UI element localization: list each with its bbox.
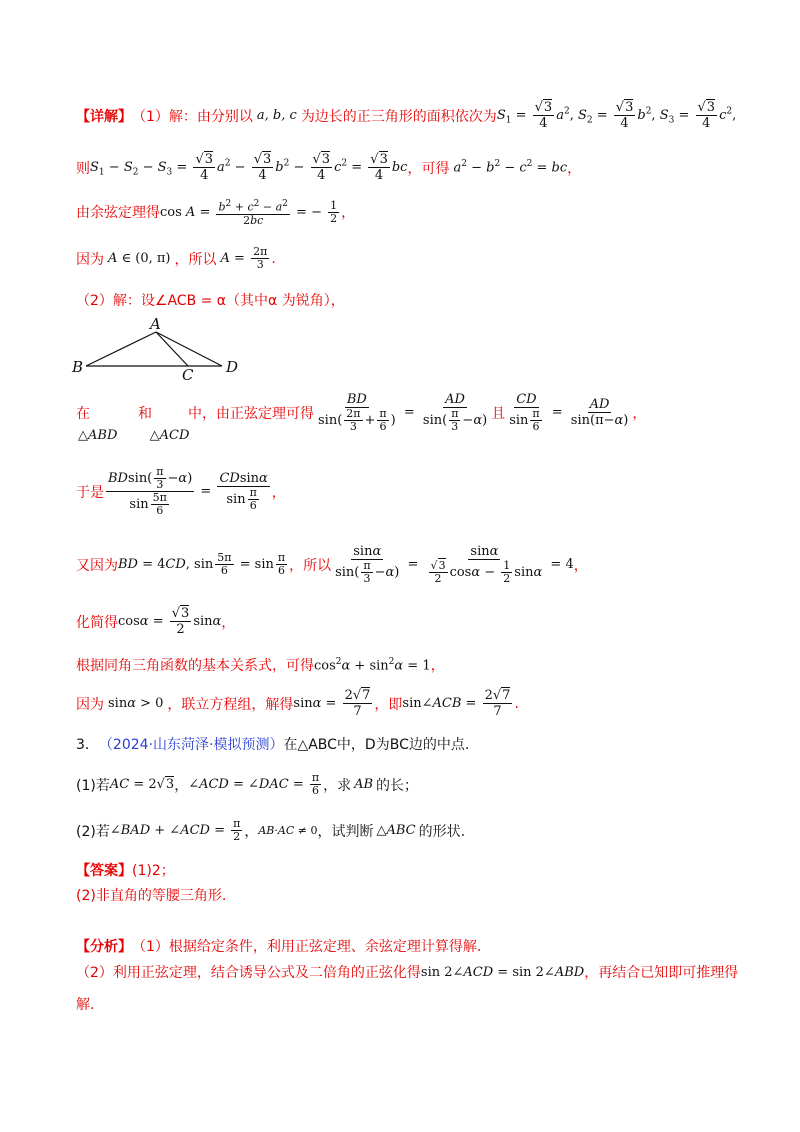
text: 又因为 bbox=[76, 557, 118, 574]
analysis-text: （1）根据给定条件，利用正弦定理、余弦定理计算得解. bbox=[132, 939, 482, 955]
text: (1)若 bbox=[76, 777, 110, 794]
triangle-labels bbox=[78, 428, 189, 443]
analysis-line-3 bbox=[76, 994, 94, 1014]
math-identity: $\cos^2\alpha + \sin^2\alpha = 1$ bbox=[314, 656, 431, 674]
text: 于是 bbox=[76, 484, 104, 501]
text: 因为 bbox=[76, 251, 104, 268]
math-equality: BDsin( $\frac{\pi}{3}$ −α) sin $\frac{5\pi}{6}$ = CDsinα sin $\frac{\pi}{6}$ bbox=[108, 465, 268, 517]
question-text: 在△ABC中，D为BC边的中点. bbox=[283, 737, 470, 753]
text: 和 bbox=[138, 405, 152, 422]
detail-line-2 bbox=[76, 152, 581, 183]
detail-line-8 bbox=[76, 544, 588, 585]
text: ， bbox=[567, 160, 582, 177]
detail-line-4 bbox=[76, 246, 276, 271]
text: ，求 bbox=[323, 777, 352, 794]
detail-line-3 bbox=[76, 198, 355, 227]
answer-line-1 bbox=[76, 860, 175, 880]
analysis-text: 解. bbox=[76, 997, 95, 1013]
math-sine-law-2: CD sin $\frac{\pi}{6}$ = $\frac{AD}{\sin(\pi-\alpha)}$ bbox=[509, 392, 629, 433]
text: 的形状. bbox=[418, 823, 466, 840]
math-solution: sinα = $\frac{2√7}{7}$ bbox=[293, 688, 371, 719]
detail-line-6 bbox=[76, 392, 646, 433]
text: . bbox=[514, 695, 519, 712]
text: ，所以 bbox=[174, 251, 217, 268]
answer-tag: 【答案】 bbox=[76, 863, 132, 879]
text: ， bbox=[430, 658, 445, 674]
math-vars: a, b, c bbox=[256, 108, 297, 123]
text: 在 bbox=[76, 405, 90, 422]
math-area-formulas: $S_1$ = $\frac{√3}{4}$ $a^2$, $S_2$ = $\frac{√3}{4}$ $b^2$, $S_3$ = $\frac{√3}{4}$ $c^2$, bbox=[496, 100, 737, 131]
label-C: C bbox=[182, 366, 194, 382]
math-final: sin∠ACB = $\frac{2√7}{7}$ bbox=[402, 688, 511, 719]
math-angle-sum: ∠BAD + ∠ACD = $\frac{\pi}{2}$ bbox=[109, 817, 241, 843]
label-B: B bbox=[72, 358, 84, 376]
label-D: D bbox=[226, 358, 239, 376]
detail-text: （1）解：由分别以 bbox=[132, 108, 253, 125]
question-source: （2024·山东菏泽·模拟预测） bbox=[98, 737, 284, 753]
detail-tag: 【详解】 bbox=[76, 108, 132, 125]
math-angle-equality: ∠ACD = ∠DAC = $\frac{\pi}{6}$ bbox=[188, 771, 320, 797]
math-ratio: sinα sin( $\frac{\pi}{3}$ −α) = sinα $\frac{√3}{2}$ cosα − $\frac{1}{2}$ sinα = 4 bbox=[335, 544, 574, 585]
analysis-line-2 bbox=[76, 962, 738, 982]
text: ，所以 bbox=[289, 557, 332, 574]
triangle-abd: △ABD bbox=[78, 428, 118, 443]
text: 中，由正弦定理可得 bbox=[188, 405, 314, 422]
text: 根据同角三角函数的基本关系式，可得 bbox=[76, 658, 314, 674]
detail-line-10 bbox=[76, 655, 445, 675]
text: 化简得 bbox=[76, 614, 118, 631]
detail-line-9 bbox=[76, 606, 235, 637]
math-triangle: △ABC bbox=[376, 823, 416, 838]
math-dot-product: AB·AC ≠ 0 bbox=[258, 824, 318, 837]
question-3-part-2: (2)若 ∠BAD + ∠ACD = $\frac{\pi}{2}$ ， AB·AC ≠ 0 ，试判断 △ABC 的形状. bbox=[76, 817, 466, 843]
analysis-line-1 bbox=[76, 936, 481, 956]
label-A: A bbox=[150, 316, 161, 333]
text: (2)若 bbox=[76, 823, 110, 840]
math-positive: sinα > 0 bbox=[108, 696, 164, 711]
text: ， bbox=[221, 614, 236, 631]
math-range: A ∈ (0, π) bbox=[108, 251, 171, 266]
text: ，试判断 bbox=[317, 823, 374, 840]
math-area-difference: $S_1 - S_2 - S_3$ = $\frac{√3}{4}$ $a^2$ − $\frac{√3}{4}$ $b^2$ − $\frac{√3}{4}$ $c^2$ = $\frac{√3}{4}$ bc bbox=[90, 152, 408, 183]
math-given: BD = 4CD, sin $\frac{5\pi}{6}$ = sin $\frac{\pi}{6}$ bbox=[118, 551, 286, 577]
text: ， bbox=[271, 484, 286, 501]
triangle-acd: △ACD bbox=[149, 428, 190, 443]
text: ， bbox=[573, 557, 588, 574]
analysis-text: （2）利用正弦定理，结合诱导公式及二倍角的正弦化得 bbox=[76, 965, 421, 981]
analysis-text: ，再结合已知即可推理得 bbox=[584, 965, 739, 981]
text: ，即 bbox=[374, 696, 403, 713]
detail-line-7 bbox=[76, 466, 286, 517]
text: 的长； bbox=[376, 777, 419, 794]
text: 则 bbox=[76, 160, 90, 177]
detail-text: 为边长的正三角形的面积依次为 bbox=[300, 108, 497, 125]
triangle-figure bbox=[70, 316, 250, 382]
text: 由余弦定理得 bbox=[76, 205, 160, 222]
math-double-angle: sin 2∠ACD = sin 2∠ABD bbox=[420, 964, 585, 980]
question-number: 3． bbox=[76, 737, 99, 753]
math-result: A = $\frac{2\pi}{3}$ bbox=[220, 245, 268, 271]
answer-2: (2)非直角的等腰三角形. bbox=[76, 888, 227, 904]
math-relation: $a^2 - b^2 - c^2$ = bc bbox=[453, 159, 568, 176]
analysis-tag: 【分析】 bbox=[76, 939, 132, 955]
text: ，联立方程组，解得 bbox=[167, 696, 294, 713]
math-sine-law: BD sin( $\frac{2\pi}{3}$ + $\frac{\pi}{6}$ ) = AD sin( $\frac{\pi}{3}$ −α) bbox=[318, 392, 488, 433]
answer-1: (1)2； bbox=[132, 863, 175, 879]
math-cosine-law: cos A = $\frac{b^2 + c^2 - a^2}{2bc}$ = − $\frac{1}{2}$ bbox=[160, 198, 338, 227]
text: 因为 bbox=[76, 696, 104, 713]
question-3-header bbox=[76, 734, 469, 754]
answer-line-2 bbox=[76, 885, 226, 905]
math-given-ac: AC = 2√3 bbox=[109, 777, 175, 792]
text: （2）解：设∠ACB = α（其中α 为锐角）， bbox=[76, 293, 345, 309]
text: 且 bbox=[491, 405, 506, 422]
text: ，可得 bbox=[407, 160, 450, 177]
text: . bbox=[271, 250, 276, 267]
detail-line-1 bbox=[76, 100, 736, 131]
math-simplified: cosα = $\frac{√3}{2}$ sinα bbox=[118, 606, 222, 637]
detail-line-5 bbox=[76, 290, 345, 310]
math-ab: AB bbox=[354, 777, 374, 792]
question-3-part-1: (1)若 AC = 2√3 ， ∠ACD = ∠DAC = $\frac{\pi}{6}$ ，求 AB 的长； bbox=[76, 771, 419, 797]
detail-line-11 bbox=[76, 688, 519, 719]
text: ， bbox=[341, 205, 356, 222]
text: ， bbox=[632, 405, 647, 422]
